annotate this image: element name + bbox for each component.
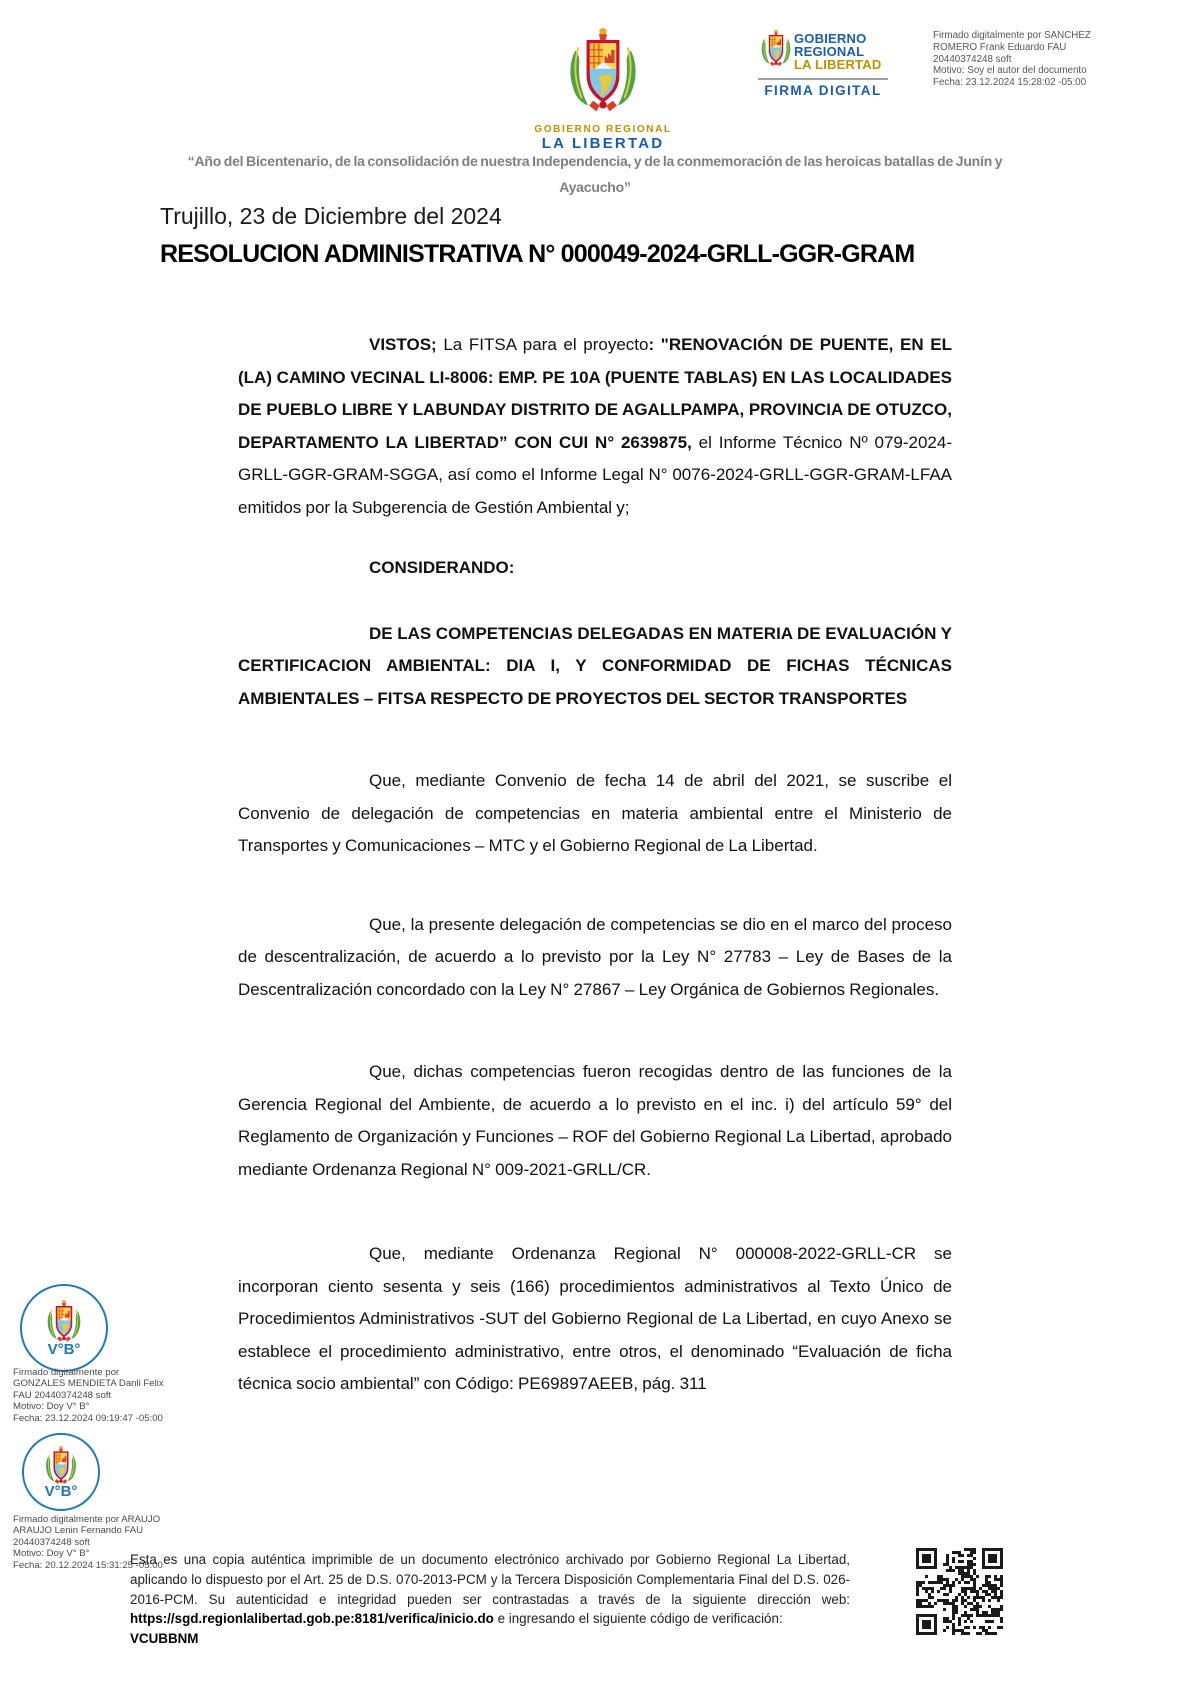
verification-url: https://sgd.regionlalibertad.gob.pe:8181/verifica/inicio.do — [130, 1611, 494, 1627]
firma-digital-logo — [758, 28, 890, 98]
vistos-rest: el Informe Técnico Nº 079-2024-GRLL-GGR-GRAM-SGGA, así como el Informe Legal N° 0076-2024-GRLL-GGR-GRAM-LFAA emitidos por la Subgerencia de Gestión Ambiental y; — [238, 432, 953, 517]
stamp-detail-line: Motivo: Doy V° B° — [13, 1401, 90, 1413]
signature-detail-line: Fecha: 23.12.2024 15:28:02 -05:00 — [933, 77, 1087, 89]
vobo-stamp-araujo — [22, 1433, 100, 1511]
stamp-detail-line: 20440374248 soft — [13, 1536, 90, 1548]
sig-org-line1: GOBIERNO — [794, 31, 867, 46]
digital-signature-block — [758, 28, 1091, 98]
signature-detail-line: Motivo: Soy el autor del documento — [933, 65, 1087, 77]
resolution-title: RESOLUCION ADMINISTRATIVA N° 000049-2024-GRLL-GGR-GRAM — [160, 240, 915, 268]
paragraph-delegacion: Que, la presente delegación de competencias se dio en el marco del proceso de descentralización, de acuerdo a lo previsto por la Ley N° 27783 – Ley de Bases de la Descentralización concordado con la Ley N° 27867 – Ley Orgánica de Gobiernos Regionales. — [238, 914, 952, 999]
signature-detail-line: 20440374248 soft — [933, 53, 1012, 65]
paragraph-rof: Que, dichas competencias fueron recogidas dentro de las funciones de la Gerencia Regional del Ambiente, de acuerdo a lo previsto en el inc. i) del artículo 59° del Reglamento de Organización y Funciones – ROF del Gobierno Regional La Libertad, aprobado mediante Ordenanza Regional N° 009-2021-GRLL/CR. — [238, 1062, 952, 1179]
vistos-label: VISTOS; — [369, 335, 437, 354]
stamp-detail-line: Firmado digitalmente por ARAUJO — [13, 1514, 161, 1525]
project-name: : "RENOVACIÓN DE PUENTE, EN EL (LA) CAMINO VECINAL LI-8006: EMP. PE 10A (PUENTE TABLAS) EN LAS LOCALIDADES DE PUEBLO LIBRE Y LABUNDAY DISTRITO DE AGALLPAMPA, PROVINCIA DE OTUZCO, DEPARTAMENTO LA LIBERTAD” CON CUI N° 2639875, — [238, 335, 952, 452]
vobo-label: V°B° — [44, 1483, 78, 1500]
coat-of-arms-icon — [559, 105, 647, 122]
competencias-heading: DE LAS COMPETENCIAS DELEGADAS EN MATERIA DE EVALUACIÓN Y CERTIFICACION AMBIENTAL: DIA I, Y CONFORMIDAD DE FICHAS TÉCNICAS AMBIENTALES – FITSA RESPECTO DE PROYECTOS DEL SECTOR TRANSPORTES — [238, 623, 952, 708]
paragraph-ordenanza: Que, mediante Ordenanza Regional N° 000008-2022-GRLL-CR se incorporan ciento sesenta y seis (166) procedimientos administrativos al Texto Único de Procedimientos Administrativos -SUT del Gobierno Regional de La Libertad, en cuyo Anexo se establece el procedimiento administrativo, entre otros, el denominado “Evaluación de ficha técnica socio ambiental” con Código: PE69897AEEB, pág. 311 — [238, 1244, 952, 1393]
vistos-intro: La FITSA para el proyecto — [436, 335, 649, 354]
vistos-paragraph — [238, 329, 952, 524]
stamp-detail-line: FAU 20440374248 soft — [13, 1389, 112, 1401]
verification-code: VCUBBNM — [130, 1631, 199, 1647]
coat-of-arms-small-icon — [758, 28, 794, 75]
signature-detail-line: Firmado digitalmente por SANCHEZ — [933, 30, 1091, 41]
regional-government-logo — [533, 26, 673, 152]
authenticity-text-after: e ingresando el siguiente código de verificación: — [493, 1611, 783, 1627]
logo-org-line1: GOBIERNO REGIONAL — [534, 124, 672, 135]
considerando-heading: CONSIDERANDO: — [369, 558, 515, 577]
sig-org-line2: REGIONAL — [794, 44, 865, 59]
stamp-detail-line: Firmado digitalmente por — [13, 1367, 120, 1378]
coat-of-arms-stamp-icon — [42, 1299, 86, 1345]
vobo-stamp-gonzales — [20, 1284, 108, 1372]
signature-details — [933, 30, 1093, 89]
vobo-stamp-circle — [22, 1433, 100, 1511]
stamp-detail-line: ARAUJO Lenin Fernando FAU — [13, 1525, 144, 1537]
paragraph-convenio: Que, mediante Convenio de fecha 14 de abril del 2021, se suscribe el Convenio de delegación de competencias en materia ambiental entre el Ministerio de Transportes y Comunicaciones – MTC y el Gobierno Regional de La Libertad. — [238, 771, 952, 855]
place-date-line: Trujillo, 23 de Diciembre del 2024 — [160, 203, 502, 229]
qr-code — [916, 1548, 1003, 1635]
signature-detail-line: ROMERO Frank Eduardo FAU — [933, 41, 1067, 53]
logo-org-line2: LA LIBERTAD — [541, 135, 665, 152]
authenticity-text: Esta es una copia auténtica imprimible de un documento electrónico archivado por Gobierno Regional La Libertad, aplicando lo dispuesto por el Art. 25 de D.S. 070-2013-PCM y la Tercera Disposición Complementaria Final del D.S. 026- 2016-PCM. Su autenticidad e integridad pueden ser contrastadas a través de la siguiente dirección web: — [130, 1552, 850, 1607]
stamp-signature-gonzales — [13, 1367, 164, 1424]
stamp-detail-line: Fecha: 20.12.2024 15:31:25 -05:00 — [13, 1559, 163, 1571]
stamp-detail-line: GONZALES MENDIETA Danli Felix — [13, 1378, 164, 1390]
vobo-stamp-circle — [20, 1284, 108, 1372]
firma-digital-label: FIRMA DIGITAL — [764, 83, 882, 98]
coat-of-arms-stamp-icon — [41, 1445, 81, 1487]
signature-divider — [758, 78, 888, 80]
stamp-detail-line: Motivo: Doy V° B° — [13, 1548, 90, 1560]
sig-org-line3: LA LIBERTAD — [794, 57, 882, 72]
authenticity-note — [130, 1550, 850, 1649]
vobo-label: V°B° — [47, 1341, 81, 1358]
stamp-detail-line: Fecha: 23.12.2024 09:19:47 -05:00 — [13, 1412, 163, 1424]
bicentennial-quote: “Año del Bicentenario, de la consolidación de nuestra Independencia, y de la conmemoración de las heroicas batallas de Junín y Ayacucho” — [187, 153, 1003, 195]
resolution-body — [238, 329, 952, 1401]
